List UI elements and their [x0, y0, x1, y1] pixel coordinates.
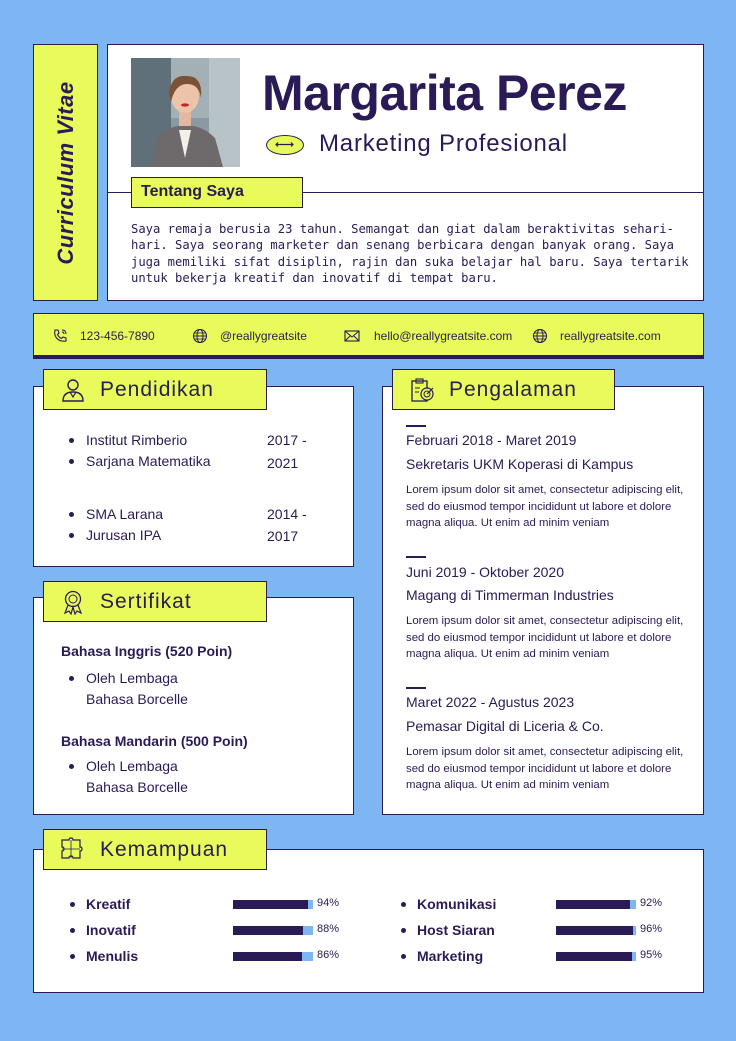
- contact-website: [532, 314, 661, 357]
- certificate-title: Sertifikat: [100, 589, 192, 613]
- edu-major: Sarjana Matematika: [86, 453, 211, 469]
- skills-panel: [33, 849, 704, 993]
- skill-percent: 92%: [640, 897, 663, 909]
- experience-heading: [392, 369, 615, 410]
- skill-bar-fill: [556, 952, 632, 961]
- cert-issuer: Oleh Lembaga: [86, 758, 178, 774]
- exp-role: Pemasar Digital di Liceria & Co.: [406, 718, 604, 734]
- divider: [406, 687, 426, 689]
- side-label-strip: [33, 44, 98, 301]
- skill-bar-fill: [556, 926, 633, 935]
- email-text: hello@reallygreatsite.com: [374, 328, 513, 343]
- contact-social: [192, 314, 307, 357]
- globe-icon: [532, 328, 548, 344]
- skill-bar-fill: [233, 900, 308, 909]
- cert-issuer-name: Bahasa Borcelle: [86, 691, 188, 707]
- certificate-panel: [33, 597, 354, 815]
- arrow-badge-icon: [266, 135, 304, 155]
- skill-percent: 95%: [640, 949, 663, 961]
- skill-percent: 96%: [640, 923, 663, 935]
- skill-name: Host Siaran: [417, 922, 495, 938]
- cert-title: Bahasa Mandarin (500 Poin): [61, 733, 248, 749]
- exp-description: Lorem ipsum dolor sit amet, consectetur adipiscing elit, sed do eiusmod tempor incididunt ut labore et dolore magna aliqua. Ut enim ad minim veniam: [406, 615, 684, 660]
- exp-description: Lorem ipsum dolor sit amet, consectetur adipiscing elit, sed do eiusmod tempor incididunt ut labore et dolore magna aliqua. Ut enim ad minim veniam: [406, 746, 684, 791]
- phone-icon: [52, 328, 68, 344]
- edu-school: SMA Larana: [86, 506, 164, 522]
- skills-title: Kemampuan: [100, 837, 229, 861]
- edu-school: Institut Rimberio: [86, 432, 188, 448]
- skill-name: Kreatif: [86, 896, 131, 912]
- clipboard-target-icon: [409, 377, 435, 403]
- edu-years-end: 2021: [267, 455, 299, 471]
- award-icon: [60, 589, 86, 615]
- about-label: Tentang Saya: [131, 177, 303, 208]
- phone-text: 123-456-7890: [80, 328, 155, 343]
- skill-percent: 88%: [317, 923, 340, 935]
- experience-panel: [382, 386, 704, 815]
- contact-phone: [52, 314, 155, 357]
- edu-major: Jurusan IPA: [86, 527, 162, 543]
- exp-date: Juni 2019 - Oktober 2020: [406, 564, 564, 580]
- education-heading: [43, 369, 267, 410]
- exp-description: Lorem ipsum dolor sit amet, consectetur adipiscing elit, sed do eiusmod tempor incididunt ut labore et dolore magna aliqua. Ut enim ad minim veniam: [406, 484, 684, 529]
- exp-role: Magang di Timmerman Industries: [406, 587, 614, 603]
- cert-title: Bahasa Inggris (520 Poin): [61, 643, 233, 659]
- full-name: Margarita Perez: [262, 65, 627, 121]
- skill-bar-fill: [556, 900, 630, 909]
- skill-name: Marketing: [417, 948, 484, 964]
- about-text: Saya remaja berusia 23 tahun. Semangat dan giat dalam beraktivitas sehari-hari. Saya seorang marketer dan senang berbicara dengan banyak orang. Saya juga memiliki sifat disiplin, rajin dan suka belajar hal baru. Saya tertarik untuk bekerja kreatif dan inovatif di tempat baru.: [131, 222, 689, 285]
- edu-years-start: 2014 -: [267, 506, 307, 522]
- mail-icon: [342, 328, 362, 344]
- education-title: Pendidikan: [100, 377, 214, 401]
- cert-issuer: Oleh Lembaga: [86, 670, 178, 686]
- skill-percent: 94%: [317, 897, 340, 909]
- globe-icon: [192, 328, 208, 344]
- cert-issuer-name: Bahasa Borcelle: [86, 779, 188, 795]
- skill-bar: [233, 952, 313, 961]
- exp-date: Februari 2018 - Maret 2019: [406, 432, 577, 448]
- contact-bar: [33, 313, 704, 356]
- experience-title: Pengalaman: [449, 377, 577, 401]
- skill-bar-fill: [233, 952, 302, 961]
- skill-percent: 86%: [317, 949, 340, 961]
- divider: [406, 556, 426, 558]
- skill-bar: [556, 926, 636, 935]
- contact-email: [342, 314, 512, 357]
- side-label: Curriculum Vitae: [52, 80, 78, 265]
- edu-years-start: 2017 -: [267, 432, 307, 448]
- puzzle-icon: [60, 837, 86, 863]
- skill-name: Inovatif: [86, 922, 136, 938]
- skill-bar: [233, 900, 313, 909]
- exp-role: Sekretaris UKM Koperasi di Kampus: [406, 456, 634, 472]
- skill-name: Komunikasi: [417, 896, 497, 912]
- profile-photo: [131, 58, 240, 167]
- exp-date: Maret 2022 - Agustus 2023: [406, 694, 575, 710]
- edu-years-end: 2017: [267, 528, 299, 544]
- divider: [406, 425, 426, 427]
- education-panel: [33, 386, 354, 567]
- website-text: reallygreatsite.com: [560, 328, 661, 343]
- social-text: @reallygreatsite: [220, 328, 307, 343]
- skill-bar: [556, 900, 636, 909]
- certificate-heading: [43, 581, 267, 622]
- skill-bar: [233, 926, 313, 935]
- job-title: Marketing Profesional: [319, 130, 568, 157]
- skill-bar-fill: [233, 926, 303, 935]
- graduate-icon: [60, 377, 86, 403]
- skills-heading: [43, 829, 267, 870]
- skill-bar: [556, 952, 636, 961]
- skill-name: Menulis: [86, 948, 139, 964]
